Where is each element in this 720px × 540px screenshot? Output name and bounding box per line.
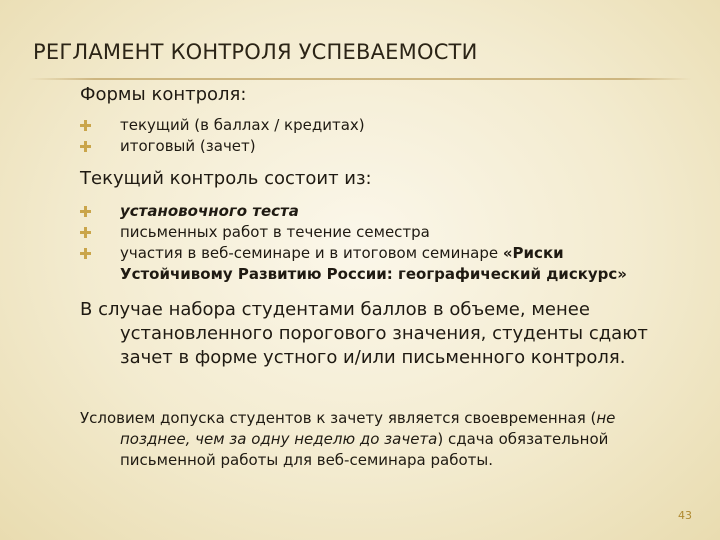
admission-start: Условием допуска студентов к зачету является своевременная ( [80, 409, 597, 427]
admission-italic-2: позднее, чем за одну неделю до зачета [120, 430, 438, 448]
plus-bullet-icon [80, 141, 91, 152]
threshold-paragraph [80, 298, 660, 370]
plus-bullet-icon [80, 120, 91, 131]
admission-end: письменной работы для веб-семинара работы. [120, 451, 493, 469]
webinar-title: «Риски Устойчивому Развитию России: географический дискурс» [120, 244, 627, 283]
admission-first-line [80, 408, 680, 429]
current-control-heading: Текущий контроль состоит из: [80, 168, 372, 189]
forms-heading: Формы контроля: [80, 84, 247, 105]
plus-bullet-icon [80, 248, 91, 259]
slide-title: РЕГЛАМЕНТ КОНТРОЛЯ УСПЕВАЕМОСТИ [33, 40, 478, 64]
list-item [80, 201, 680, 222]
list-item-label: установочного теста [120, 202, 299, 220]
admission-italic-1: не [596, 409, 616, 427]
admission-paragraph [80, 408, 680, 471]
title-divider [28, 78, 692, 80]
list-item [80, 243, 680, 285]
plus-bullet-icon [80, 227, 91, 238]
list-item [80, 136, 680, 157]
plus-bullet-icon [80, 206, 91, 217]
page-number: 43 [678, 509, 692, 522]
list-item-label: текущий (в баллах / кредитах) [120, 116, 365, 134]
admission-mid: ) сдача обязательной [437, 430, 609, 448]
list-item [80, 222, 680, 243]
admission-second-line [80, 429, 680, 450]
current-control-list [80, 201, 680, 285]
threshold-rest: установленного порогового значения, студенты сдают зачет в форме устного и/или письменного контроля. [120, 323, 648, 368]
threshold-first-line: В случае набора студентами баллов в объеме, менее [80, 299, 590, 320]
list-item-label: участия в веб-семинаре и в итоговом семинаре [120, 244, 503, 262]
list-item-label: письменных работ в течение семестра [120, 223, 430, 241]
list-item-label: итоговый (зачет) [120, 137, 256, 155]
forms-list [80, 115, 680, 157]
list-item [80, 115, 680, 136]
